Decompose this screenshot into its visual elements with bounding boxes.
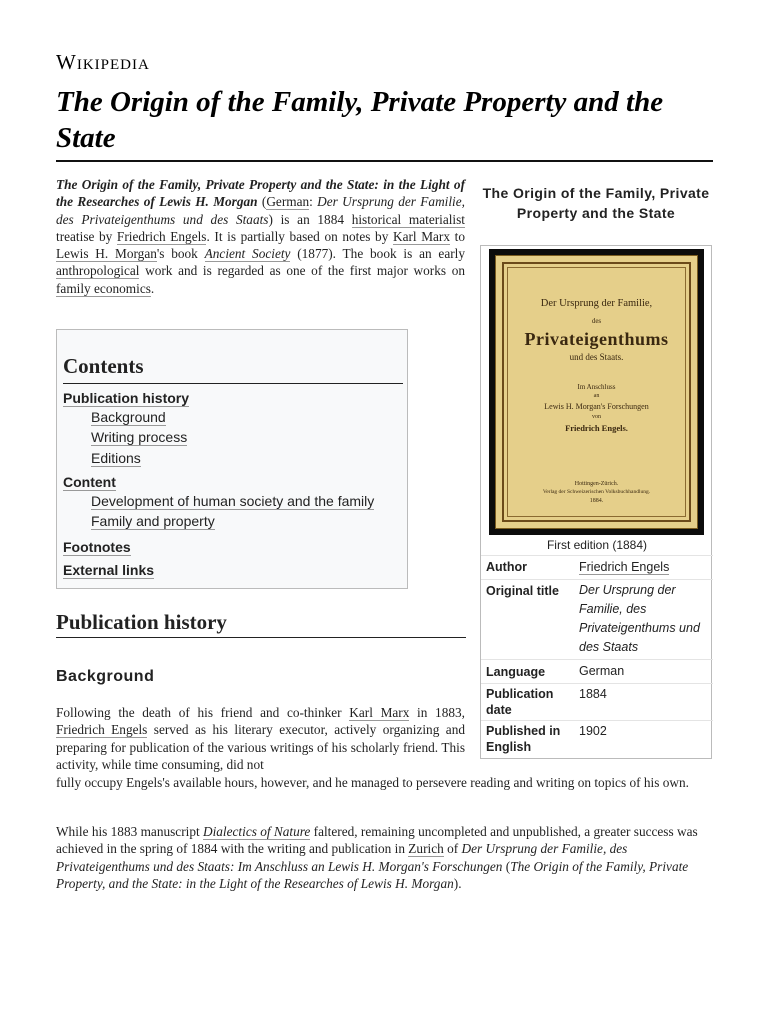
toc-item-label: Writing process [91,429,188,445]
cover-text: von [592,414,601,420]
wikipedia-wordmark[interactable]: Wikipedia [56,50,150,74]
cover-text: Friedrich Engels. [565,423,628,433]
background-paragraph-1 [56,704,465,773]
body-text: in 1883, [409,705,465,720]
toc-item-external-links[interactable] [63,562,154,578]
book-cover-image[interactable] [489,249,704,535]
toc-item-publication-history[interactable] [63,390,189,406]
lead-text: . [150,280,155,296]
subsection-heading-background: Background [56,668,155,685]
lead-text: 's book [156,246,205,262]
lead-text: . It is partially based on notes by [206,228,393,244]
cover-text: 1884. [589,498,604,504]
body-text: Following the death of his friend and co-thinker [56,705,350,720]
link-karl-marx[interactable]: Karl Marx [349,705,410,720]
link-zurich[interactable]: Zurich [408,841,444,857]
link-ancient-society[interactable]: Ancient Society [204,246,291,262]
toc-item-label: Development of human society and the family [91,493,375,509]
toc-item-label: Content [63,474,116,490]
infobox-title: The Origin of the Family, Private Property and the State [482,185,710,221]
section-divider [56,637,466,638]
infobox [480,245,712,759]
cover-text: Der Ursprung der Familie, [540,298,653,309]
background-paragraph-1-continued: fully occupy Engels's available hours, however, and he managed to persevere reading and writing on topics of his own. [56,775,689,790]
lead-text: to [450,228,465,244]
infobox-label-language: Language [486,665,546,679]
infobox-label-original-title: Original title [486,584,559,598]
toc-item-family-property[interactable] [91,513,215,529]
lead-text: (1877). The book is an early [290,246,465,262]
lead-bold-title: The Origin of the Family, Private Property and the State: in the Light of the Researches of Lewis H. Morgan [56,177,465,210]
row-divider [481,659,713,660]
toc-item-footnotes[interactable] [63,539,131,555]
link-anthropological[interactable]: anthropological [56,263,140,279]
infobox-value-published-in-english: 1902 [579,724,607,738]
infobox-value-original-title: Der Ursprung der Familie, des Privateigenthums und des Staats [579,583,700,654]
toc-item-writing-process[interactable] [91,429,187,445]
cover-caption: First edition (1884) [546,538,648,552]
toc-item-development[interactable] [91,493,374,509]
english-full-title: The Origin of the Family, Private Property, and the State: in the Light of the Researches of Lewis H. Morgan [56,858,689,891]
toc-item-content[interactable] [63,474,116,490]
row-divider [481,579,713,580]
cover-text: des [591,317,602,325]
body-text: faltered, remaining uncompleted and unpublished, a greater success was achieved in the spring of 1884 with the writing and publication in [56,824,698,857]
cover-text: Im Anschluss [577,383,616,391]
lead-text: work and is regarded as one of the first major works on [139,263,465,279]
row-divider [481,683,713,684]
title-divider [56,160,713,162]
link-friedrich-engels[interactable]: Friedrich Engels [116,228,207,244]
cover-text: Lewis H. Morgan's Forschungen [544,402,649,411]
cover-text: Hottingen-Zürich. [574,481,619,487]
german-full-title: Der Ursprung der Familie, des Privateigenthums und des Staats: Im Anschluss an Lewis H. Morgan's Forschungen [56,841,628,874]
table-of-contents [56,329,408,589]
lead-text: treatise by [56,228,117,244]
toc-item-label: Family and property [91,513,215,529]
cover-text: und des Staats. [569,352,624,362]
body-text: served as his literary executor, actively organizing and preparing for publication of the various writings of his scholarly friend. This activity, while time consuming, did not [56,722,465,772]
link-karl-marx[interactable]: Karl Marx [392,228,451,244]
toc-item-label: External links [63,562,155,578]
cover-text: Verlag der Schweizerischen Volksbuchhandlung. [542,489,651,495]
link-german[interactable]: German [266,194,310,210]
infobox-label-published-in-english: Published in English [486,724,561,754]
link-lewis-morgan[interactable]: Lewis H. Morgan [56,246,157,262]
toc-divider [63,383,403,384]
body-text: ). [453,875,462,891]
body-text: While his 1883 manuscript [56,824,203,839]
lead-text: ) is an 1884 [268,211,352,227]
toc-item-label: Editions [91,450,141,466]
infobox-label-author: Author [486,560,527,574]
toc-item-label: Background [91,409,166,425]
body-text: ( [502,858,511,874]
infobox-label-publication-date: Publication date [486,687,554,717]
link-friedrich-engels[interactable]: Friedrich Engels [56,722,148,738]
cover-text: Privateigenthums [524,329,669,349]
toc-heading: Contents [63,354,144,378]
page-title: The Origin of the Family, Private Property and the State [56,86,664,154]
infobox-value-language: German [579,664,625,678]
toc-item-background[interactable] [91,409,166,425]
link-historical-materialist[interactable]: historical materialist [351,211,465,227]
row-divider [481,555,713,556]
toc-item-label: Publication history [63,390,190,406]
row-divider [481,720,713,721]
cover-text: an [593,393,600,399]
link-friedrich-engels[interactable]: Friedrich Engels [579,560,670,574]
body-text: of [443,841,462,857]
toc-item-editions[interactable] [91,450,141,466]
section-heading-publication-history: Publication history [56,610,227,634]
infobox-value-author[interactable] [579,558,709,577]
cover-page [495,255,698,529]
infobox-value-publication-date: 1884 [579,687,607,701]
link-dialectics-of-nature[interactable]: Dialectics of Nature [202,824,311,839]
background-paragraph-2 [56,823,716,892]
lead-paragraph: The Origin of the Family, Private Property and the State: in the Light of the Researches of Lewis H. Morgan (German: Der Ursprung der Familie, des Privateigenthums und des Staats) is an 1884 historical materialist treatise by Friedrich Engels. It is partially based on notes by Karl Marx to Lewis H. Morgan's book Ancient Society (1877). The book is an early anthropological work and is regarded as one of the first major works on family economics. [56,177,465,296]
toc-item-label: Footnotes [63,539,131,555]
link-family-economics[interactable]: family economics [56,280,151,296]
lead-german-title: Der Ursprung der Familie, des Privateigenthums und des Staats [56,194,465,227]
